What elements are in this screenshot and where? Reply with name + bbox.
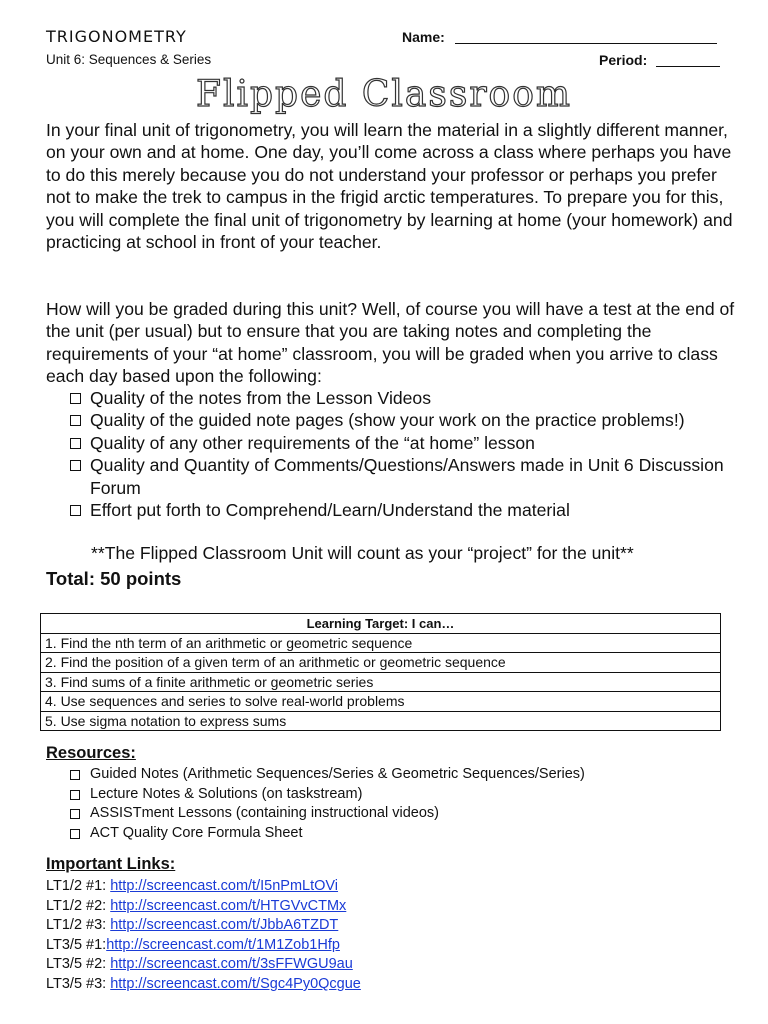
- important-links-list: [46, 877, 361, 995]
- resource-item: ACT Quality Core Formula Sheet: [70, 824, 585, 844]
- learning-target-row: 5. Use sigma notation to express sums: [41, 711, 721, 731]
- screencast-link[interactable]: http://screencast.com/t/1M1Zob1Hfp: [106, 936, 340, 953]
- name-blank-line: [455, 43, 717, 44]
- learning-target-table: [40, 613, 721, 731]
- unit-label: Unit 6: Sequences & Series: [46, 52, 212, 67]
- criteria-item: Quality and Quantity of Comments/Questions/Answers made in Unit 6 Discussion Forum: [70, 454, 730, 499]
- total-points: Total: 50 points: [46, 568, 182, 589]
- criteria-item: Quality of the guided note pages (show your work on the practice problems!): [70, 409, 730, 431]
- subject-heading: TRIGONOMETRY: [46, 27, 187, 46]
- grading-criteria-list: [70, 387, 730, 521]
- link-label: LT1/2 #3:: [46, 917, 111, 934]
- checkbox-icon: [70, 505, 81, 516]
- link-row: [46, 936, 361, 956]
- checkbox-icon: [70, 809, 80, 819]
- resources-heading: Resources:: [46, 744, 136, 762]
- link-label: LT3/5 #3:: [46, 975, 111, 992]
- grading-paragraph: How will you be graded during this unit? Well, of course you will have a test at the end of the unit (per usual) but to ensure that you are taking notes and completing the requirements of your “at home” classroom, you will be graded when you arrive to class each day based upon the following:: [46, 299, 735, 387]
- link-label: LT3/5 #1:: [46, 936, 107, 953]
- project-note: **The Flipped Classroom Unit will count as your “project” for the unit**: [91, 543, 634, 563]
- checkbox-icon: [70, 770, 80, 780]
- link-row: [46, 877, 361, 897]
- resources-list: [70, 765, 585, 843]
- screencast-link[interactable]: http://screencast.com/t/I5nPmLtOVi: [110, 878, 339, 894]
- checkbox-icon: [70, 415, 81, 426]
- link-label: LT1/2 #1:: [46, 878, 111, 894]
- learning-target-row: 4. Use sequences and series to solve real-world problems: [41, 692, 721, 712]
- screencast-link[interactable]: http://screencast.com/t/HTGVvCTMx: [110, 897, 347, 914]
- link-label: LT3/5 #2:: [46, 956, 111, 973]
- checkbox-icon: [70, 790, 80, 800]
- screencast-link[interactable]: http://screencast.com/t/3sFFWGU9au: [110, 956, 353, 973]
- learning-target-row: 1. Find the nth term of an arithmetic or geometric sequence: [41, 633, 721, 653]
- name-label: Name:: [402, 29, 445, 45]
- link-row: [46, 897, 361, 917]
- checkbox-icon: [70, 460, 81, 471]
- resource-item: Guided Notes (Arithmetic Sequences/Series & Geometric Sequences/Series): [70, 765, 585, 785]
- intro-paragraph: In your final unit of trigonometry, you will learn the material in a slightly different manner, on your own and at home. One day, you’ll come across a class where perhaps you have to do this merely because you do not understand your professor or perhaps you prefer not to make the trek to campus in the frigid arctic temperatures. To prepare you for this, you will complete the final unit of trigonometry by learning at home (your homework) and practicing at school in front of your teacher.: [46, 120, 733, 253]
- page-title: Flipped Classroom: [195, 74, 573, 115]
- learning-target-header: Learning Target: I can…: [41, 614, 721, 634]
- link-label: LT1/2 #2:: [46, 897, 111, 914]
- learning-target-row: 3. Find sums of a finite arithmetic or geometric series: [41, 672, 721, 692]
- checkbox-icon: [70, 829, 80, 839]
- link-row: [46, 916, 361, 936]
- criteria-item: Quality of any other requirements of the “at home” lesson: [70, 432, 730, 454]
- screencast-link[interactable]: http://screencast.com/t/JbbA6TZDT: [110, 917, 339, 934]
- period-label: Period:: [599, 52, 648, 68]
- resource-item: ASSISTment Lessons (containing instructional videos): [70, 804, 585, 824]
- checkbox-icon: [70, 393, 81, 404]
- link-row: [46, 975, 361, 995]
- learning-target-row: 2. Find the position of a given term of an arithmetic or geometric sequence: [41, 653, 721, 673]
- link-row: [46, 955, 361, 975]
- resource-item: Lecture Notes & Solutions (on taskstream): [70, 785, 585, 805]
- important-links-heading: Important Links:: [46, 855, 176, 873]
- criteria-item: Effort put forth to Comprehend/Learn/Understand the material: [70, 499, 730, 521]
- checkbox-icon: [70, 438, 81, 449]
- screencast-link[interactable]: http://screencast.com/t/Sgc4Py0Qcgue: [110, 975, 361, 992]
- period-blank-line: [656, 66, 720, 67]
- criteria-item: Quality of the notes from the Lesson Videos: [70, 387, 730, 409]
